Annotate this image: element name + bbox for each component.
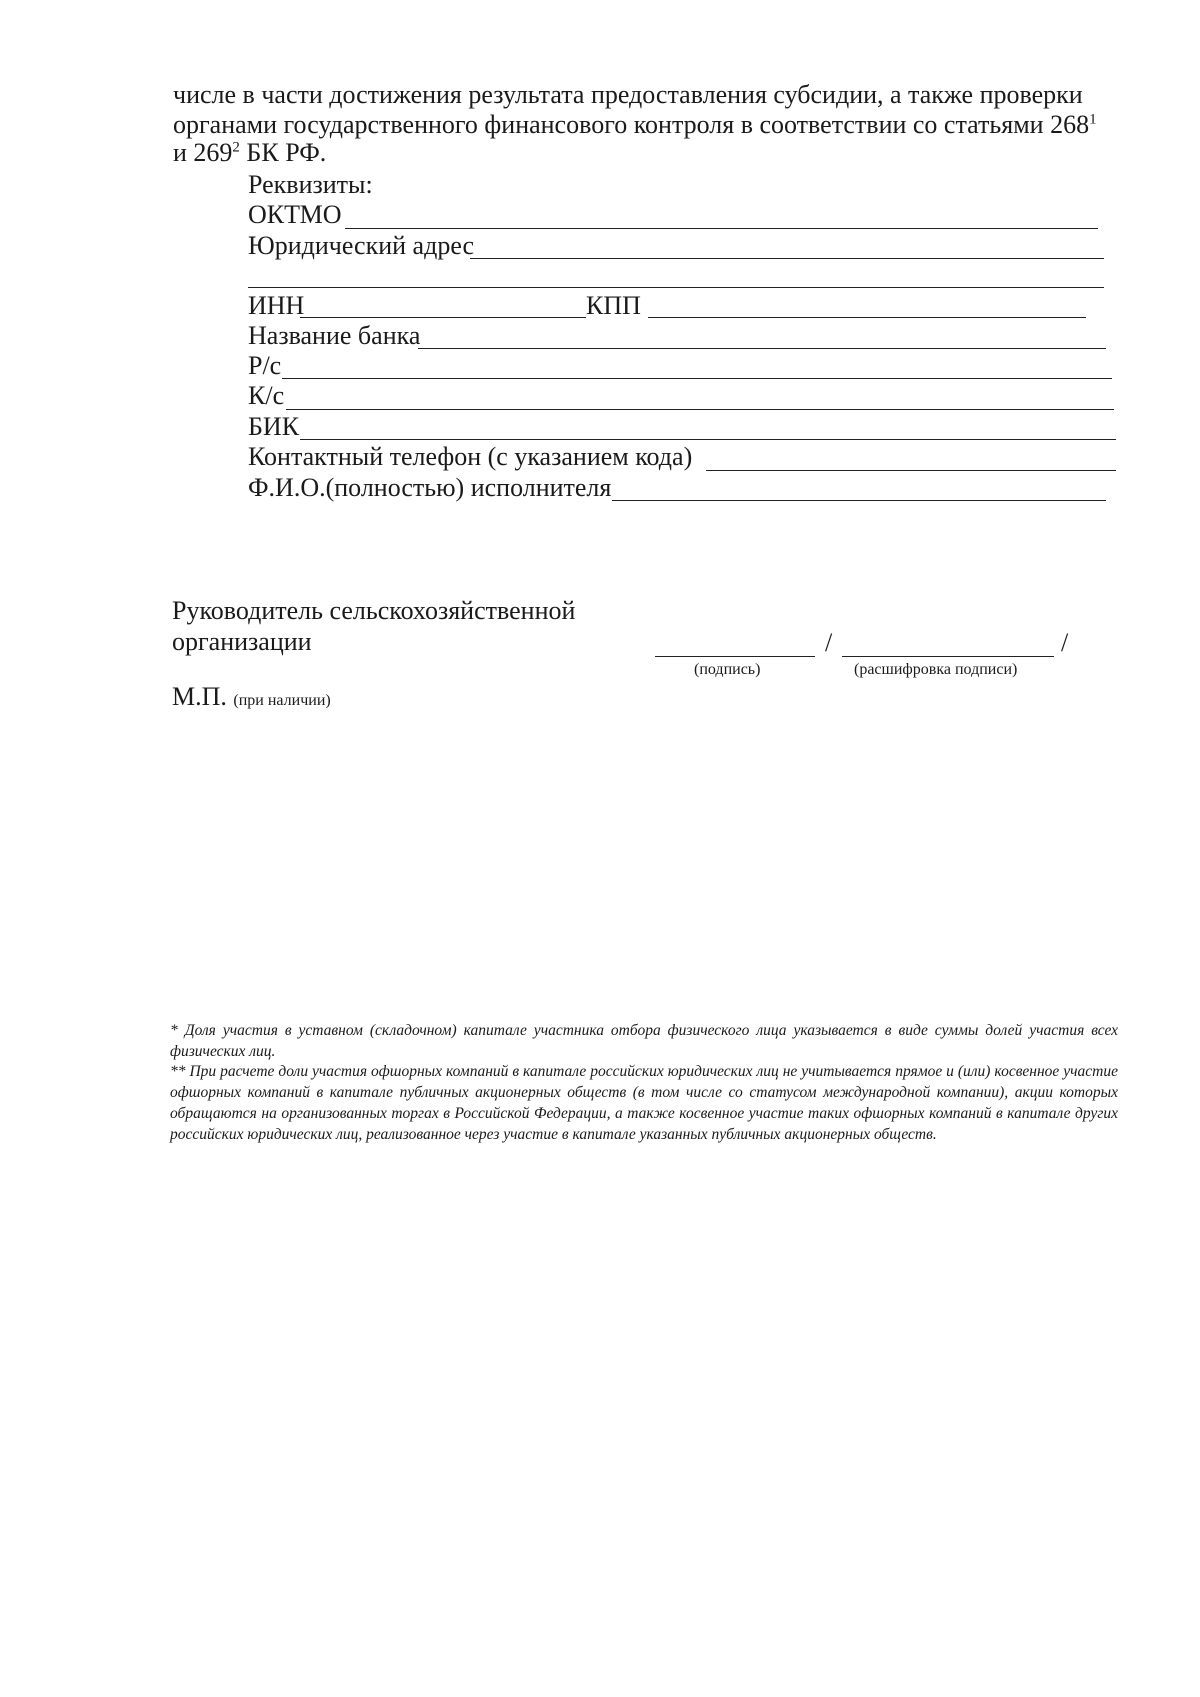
kpp-label: КПП — [586, 291, 641, 320]
stamp-note: (при наличии) — [233, 692, 331, 709]
phone-field-line[interactable] — [706, 470, 1116, 471]
executor-field-line[interactable] — [612, 500, 1106, 501]
intro-line-3 — [173, 138, 326, 168]
oktmo-label: ОКТМО — [248, 200, 342, 229]
phone-label: Контактный телефон (с указанием кода) — [248, 442, 693, 471]
rs-field-line[interactable] — [282, 378, 1112, 379]
requisites-heading: Реквизиты: — [248, 170, 373, 199]
slash-1: / — [825, 628, 833, 657]
signature-decode-line[interactable] — [842, 656, 1054, 657]
bik-field-line[interactable] — [300, 439, 1116, 440]
legal-address-label: Юридический адрес — [248, 231, 475, 260]
bank-name-label: Название банка — [248, 321, 421, 350]
stamp-label — [172, 682, 331, 716]
oktmo-field-line[interactable] — [345, 228, 1098, 229]
footnote-1: * Доля участия в уставном (складочном) капитале участника отбора физического лица указывается в виде суммы долей участия всех физических лиц. — [170, 1022, 1118, 1060]
kpp-field-line[interactable] — [648, 317, 1086, 318]
superscript-2: 2 — [232, 139, 240, 156]
head-title-line-2: организации — [172, 627, 312, 656]
ks-label: К/с — [248, 381, 285, 410]
intro-line-1: числе в части достижения результата предоставления субсидии, а также проверки — [173, 80, 1083, 109]
legal-address-field-line[interactable] — [470, 258, 1104, 259]
intro-line-3-suffix: БК РФ. — [239, 138, 327, 167]
legal-address-second-line[interactable] — [248, 287, 1104, 288]
intro-line-2-text: органами государственного финансового контроля в соответствии со статьями 268 — [173, 110, 1090, 139]
executor-label: Ф.И.О.(полностью) исполнителя — [248, 473, 612, 502]
intro-line-3-prefix: и 269 — [173, 138, 233, 167]
inn-field-line[interactable] — [300, 317, 586, 318]
slash-2: / — [1061, 628, 1069, 657]
superscript-1: 1 — [1089, 111, 1097, 128]
bank-name-field-line[interactable] — [418, 348, 1106, 349]
footnote-2: ** При расчете доли участия офшорных компаний в капитале российских юридических лиц не учитывается прямое и (или) косвенное участие офшорных компаний в капитале публичных акционерных обществ (в том числе со статусом международной компании), акции которых обращаются на организованных торгах в Российской Федерации, а также косвенное участие таких офшорных компаний в капитале других российских юридических лиц, реализованное через участие в капитале указанных публичных акционерных обществ. — [170, 1063, 1118, 1143]
inn-label: ИНН — [248, 291, 305, 320]
stamp-text: М.П. — [172, 682, 227, 711]
ks-field-line[interactable] — [286, 409, 1114, 410]
signature-decode-caption: (расшифровка подписи) — [854, 661, 1018, 678]
head-title-line-1: Руководитель сельскохозяйственной — [172, 596, 576, 625]
signature-line[interactable] — [655, 656, 815, 657]
intro-line-2 — [173, 110, 1097, 140]
signature-caption: (подпись) — [694, 661, 761, 678]
bik-label: БИК — [248, 412, 300, 441]
rs-label: Р/с — [248, 351, 282, 380]
